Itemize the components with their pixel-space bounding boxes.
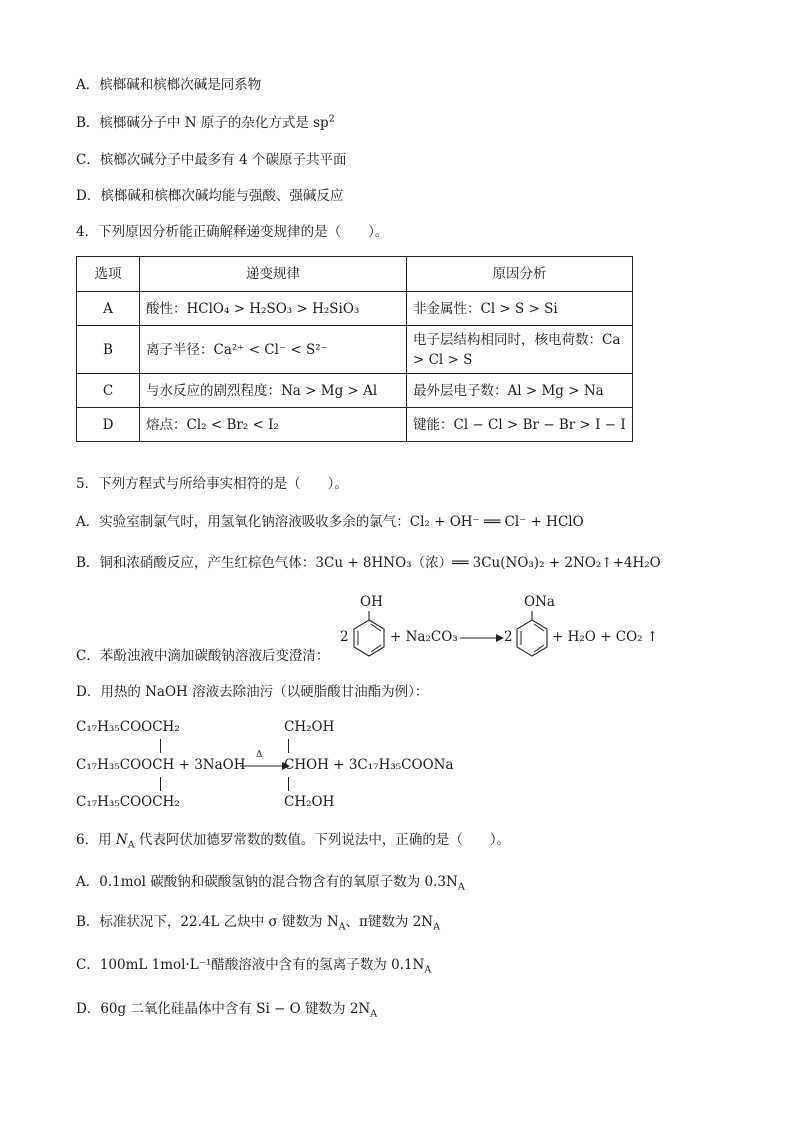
q4-row-reason: 电子层结构相同时，核电荷数：Ca > Cl > S xyxy=(407,326,633,374)
table-row xyxy=(77,374,633,408)
q4-row-rule: 离子半径：Ca²⁺ < Cl⁻ < S²⁻ xyxy=(140,326,407,374)
q4-row-option: D xyxy=(77,408,140,442)
coefficient-2: 2 xyxy=(504,629,513,645)
q6-option-d-text: D．60g 二氧化硅晶体中含有 Si − O 键数为 2N xyxy=(76,1001,371,1017)
q4-table-header xyxy=(77,257,633,292)
q6-stem-pre: 6．用 xyxy=(76,832,116,848)
double-bond xyxy=(371,624,381,631)
saponification-equation xyxy=(76,717,476,817)
q3-option-d: D．槟榔碱和槟榔次碱均能与强酸、强碱反应 xyxy=(76,188,344,204)
q4-header-reason: 原因分析 xyxy=(407,257,633,292)
phenol-reaction-equation xyxy=(332,594,662,666)
q4-table xyxy=(76,256,633,442)
bond-line xyxy=(288,777,289,791)
avogadro-sub: A xyxy=(370,1008,378,1020)
avogadro-symbol: N xyxy=(115,832,128,848)
q6-option-a-text: A．0.1mol 碳酸钠和碳酸氢钠的混合物含有的氧原子数为 0.3N xyxy=(76,874,458,890)
ona-group: ONa xyxy=(524,594,555,610)
heat-condition: Δ xyxy=(256,750,263,760)
q3-option-b xyxy=(76,114,335,132)
q6-option-d xyxy=(76,1000,377,1018)
double-bond xyxy=(534,645,544,652)
q5-stem: 5．下列方程式与所给事实相符的是（ ）。 xyxy=(76,476,348,492)
q4-row-reason: 键能：Cl − Cl > Br − Br > I − I xyxy=(407,408,633,442)
avogadro-sub: A xyxy=(457,881,465,893)
q4-row-reason: 最外层电子数：Al > Mg > Na xyxy=(407,374,633,408)
double-bond xyxy=(534,624,544,631)
q6-option-c-text: C．100mL 1mol·L⁻¹醋酸溶液中含有的氢离子数为 0.1N xyxy=(76,957,425,973)
avogadro-sub: A xyxy=(424,964,432,976)
q6-option-a xyxy=(76,873,465,891)
q4-row-option: A xyxy=(77,292,140,326)
saponification-arrow xyxy=(240,761,290,771)
bond-line xyxy=(288,739,289,753)
reactant-line-2: C₁₇H₃₅COOCH + 3NaOH xyxy=(76,757,246,773)
q4-row-rule: 酸性：HClO₄ > H₂SO₃ > H₂SiO₃ xyxy=(140,292,407,326)
product-line-2: CHOH + 3C₁₇H₃₅COONa xyxy=(284,757,454,773)
double-bond xyxy=(371,645,381,652)
q6-stem xyxy=(76,831,510,849)
q3-option-b-text: B．槟榔碱分子中 N 原子的杂化方式是 sp xyxy=(76,115,329,131)
product-line-3: CH₂OH xyxy=(284,794,335,810)
avogadro-sub: A xyxy=(433,921,440,933)
product-line-1: CH₂OH xyxy=(284,719,335,735)
bond-line xyxy=(160,739,161,753)
table-row xyxy=(77,292,633,326)
table-row xyxy=(77,408,633,442)
q5-option-c: C．苯酚浊液中滴加碳酸钠溶液后变澄清： xyxy=(76,648,330,664)
q5-option-b: B．铜和浓硝酸反应，产生红棕色气体：3Cu + 8HNO₃（浓）══ 3Cu(NO₃)₂ + 2NO₂↑+4H₂O xyxy=(76,555,661,571)
sodium-carbonate: + Na₂CO₃ xyxy=(390,629,458,645)
q6-stem-post: 代表阿伏加德罗常数的数值。下列说法中，正确的是（ ）。 xyxy=(134,832,511,848)
table-row xyxy=(77,326,633,374)
q4-header-rule: 递变规律 xyxy=(140,257,407,292)
q3-option-b-sup: 2 xyxy=(328,113,335,125)
q4-header-option: 选项 xyxy=(77,257,140,292)
reaction-products: + H₂O + CO₂ ↑ xyxy=(552,629,659,645)
q4-row-option: B xyxy=(77,326,140,374)
coefficient-1: 2 xyxy=(340,629,349,645)
q6-option-b-mid: 、π键数为 2N xyxy=(345,914,434,930)
q4-row-rule: 与水反应的剧烈程度：Na > Mg > Al xyxy=(140,374,407,408)
bond-line xyxy=(160,777,161,791)
q4-row-option: C xyxy=(77,374,140,408)
q3-option-a: A．槟榔碱和槟榔次碱是同系物 xyxy=(76,77,262,93)
hydroxyl-group: OH xyxy=(360,594,383,610)
q5-option-d: D．用热的 NaOH 溶液去除油污（以硬脂酸甘油酯为例）： xyxy=(76,684,429,700)
reactant-line-1: C₁₇H₃₅COOCH₂ xyxy=(76,719,180,735)
q6-option-b xyxy=(76,913,440,931)
avogadro-sub: A xyxy=(338,921,346,933)
q4-stem: 4．下列原因分析能正确解释递变规律的是（ ）。 xyxy=(76,224,389,240)
reactant-line-3: C₁₇H₃₅COOCH₂ xyxy=(76,794,180,810)
q4-row-reason: 非金属性：Cl > S > Si xyxy=(407,292,633,326)
q5-option-a: A．实验室制氯气时，用氢氧化钠溶液吸收多余的氯气：Cl₂ + OH⁻ ══ Cl⁻ + HClO xyxy=(76,514,584,530)
q3-option-c: C．槟榔次碱分子中最多有 4 个碳原子共平面 xyxy=(76,152,347,168)
q6-option-b-text: B．标准状况下，22.4L 乙炔中 σ 键数为 N xyxy=(76,914,339,930)
arrow-head xyxy=(496,634,504,642)
q6-option-c xyxy=(76,956,431,974)
q4-row-rule: 熔点：Cl₂ < Br₂ < I₂ xyxy=(140,408,407,442)
avogadro-sub: A xyxy=(127,839,135,851)
